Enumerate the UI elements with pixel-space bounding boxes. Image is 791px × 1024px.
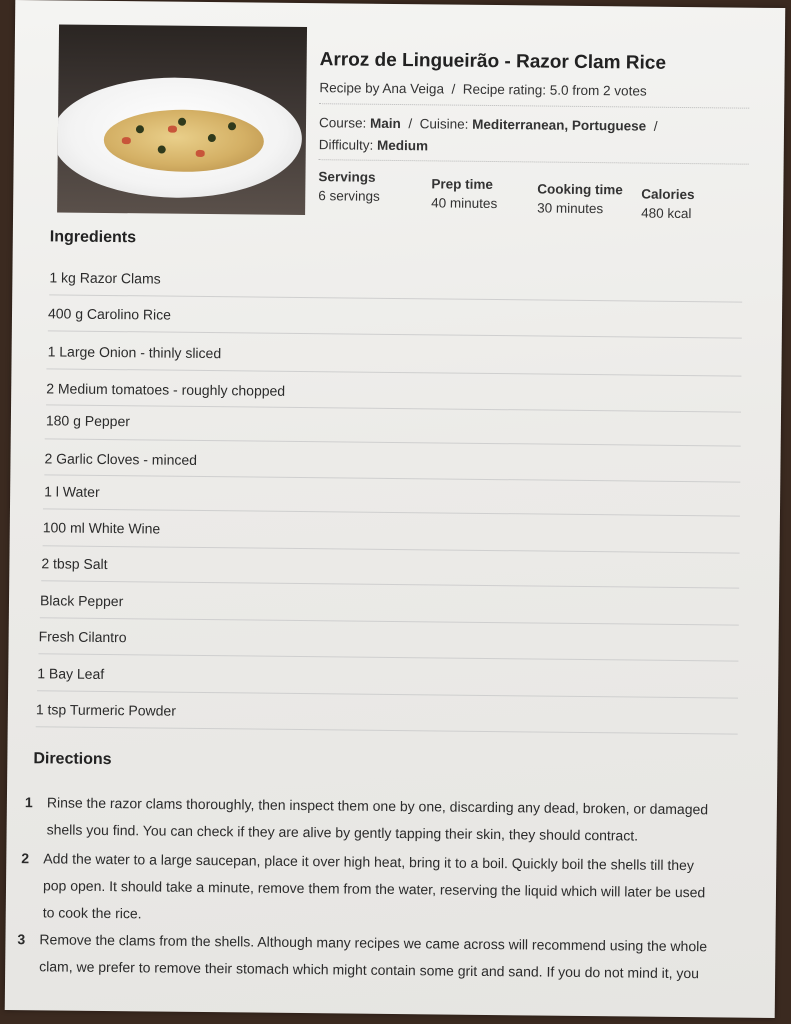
servings-value: 6 servings [318,188,380,204]
prep-time-stat [431,176,497,211]
step-text: pop open. It should take a minute, remove them from the water, reserving the liquid which will later be used [42,877,706,901]
ingredient-item: 1 tsp Turmeric Powder [35,701,177,719]
direction-step-1 [24,789,745,851]
divider [46,404,741,412]
divider [40,617,739,625]
prep-label: Prep time [431,176,494,193]
cuisine-value: Mediterranean, Portuguese [472,116,647,134]
divider [49,294,742,302]
difficulty-label: Difficulty: [318,137,374,153]
cuisine-label: Cuisine: [419,116,469,132]
directions-heading: Directions [33,750,112,769]
servings-label: Servings [318,169,376,185]
calories-value: 480 kcal [641,205,692,222]
ingredient-item: 100 ml White Wine [42,519,161,537]
divider [45,438,741,446]
calories-stat [641,187,695,222]
divider [43,545,740,553]
tomato-mark [196,150,205,157]
tomato-mark [122,137,131,144]
divider [43,508,740,516]
step-number: 1 [24,794,33,811]
cooking-time-stat [537,181,623,216]
herb-mark [178,118,186,126]
author: Recipe by Ana Veiga [319,80,445,97]
ingredient-item: 1 l Water [44,483,100,500]
divider [44,474,740,482]
step-text: clam, we prefer to remove their stomach which might contain some grit and sand. If you do not mind it, you [39,958,700,982]
course-cuisine-line [319,115,658,134]
herb-mark [136,125,144,133]
separator: / [653,118,658,134]
ingredient-item: 1 kg Razor Clams [49,269,161,287]
ingredient-item: Black Pepper [39,592,124,610]
step-text: Rinse the razor clams thoroughly, then inspect them one by one, discarding any dead, broken, or damaged [46,794,709,818]
divider [36,726,738,734]
herb-mark [208,134,216,142]
cook-label: Cooking time [537,181,623,198]
direction-step-2 [21,845,742,934]
divider [37,690,738,698]
direction-step-3 [17,926,738,988]
separator: / [408,116,413,132]
step-number: 2 [21,850,30,867]
ingredient-item: 2 tbsp Salt [41,555,108,572]
step-number: 3 [17,931,26,948]
herb-mark [228,122,236,130]
difficulty-value: Medium [377,137,429,154]
divider [319,103,749,109]
dish-photo [57,24,307,215]
calories-label: Calories [641,186,695,203]
separator: / [451,81,456,97]
step-text: Remove the clams from the shells. Although many recipes we came across will recommend using the whole [39,931,708,955]
ingredient-item: 2 Garlic Cloves - minced [44,450,198,468]
ingredient-item: 1 Bay Leaf [37,665,105,682]
divider [41,580,739,588]
prep-value: 40 minutes [431,195,498,212]
step-text: Add the water to a large saucepan, place it over high heat, bring it to a boil. Quickly boil the shells till they [43,850,694,874]
divider [319,159,749,165]
ingredient-item: 180 g Pepper [45,412,131,430]
divider [38,653,738,661]
herb-mark [158,145,166,153]
rating: Recipe rating: 5.0 from 2 votes [462,81,647,99]
author-rating-line [319,80,646,98]
divider [48,330,742,338]
ingredients-heading: Ingredients [49,228,137,247]
recipe-title: Arroz de Lingueirão - Razor Clam Rice [319,49,667,74]
tomato-mark [168,126,177,133]
course-value: Main [370,115,401,132]
ingredient-item: 1 Large Onion - thinly sliced [47,343,222,362]
ingredient-item: Fresh Cilantro [38,628,127,646]
ingredient-item: 400 g Carolino Rice [47,305,172,323]
difficulty-line [319,137,428,153]
step-text: to cook the rice. [42,904,142,922]
recipe-page [5,0,786,1018]
cook-value: 30 minutes [537,200,604,217]
ingredient-item: 2 Medium tomatoes - roughly chopped [46,380,286,399]
step-text: shells you find. You can check if they are alive by gently tapping their skin, they should contract. [46,821,639,844]
servings-stat [318,169,380,204]
divider [46,368,741,376]
course-label: Course: [318,115,367,131]
